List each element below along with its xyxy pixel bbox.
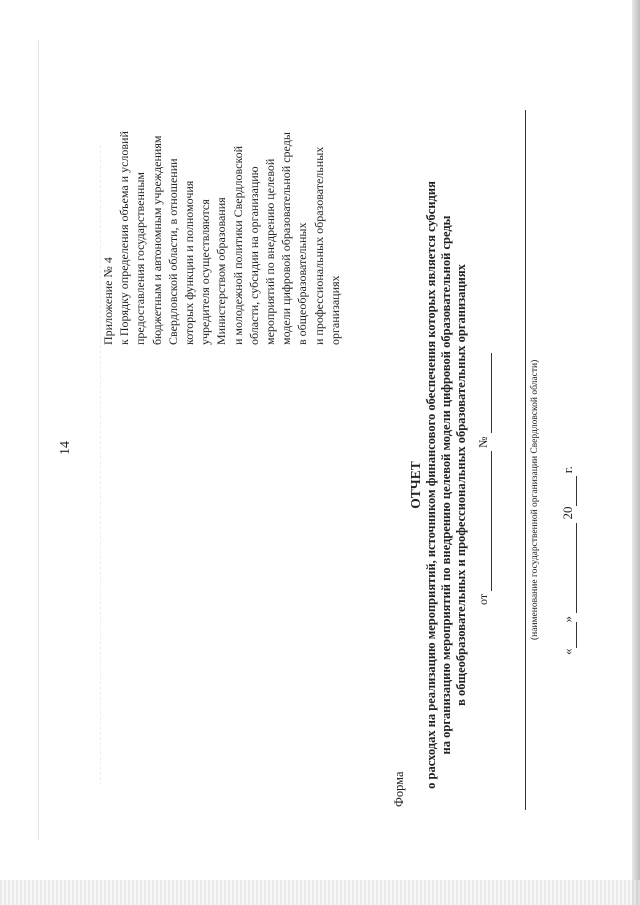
appendix-line: и профессиональных образовательных <box>311 146 326 345</box>
report-title <box>408 175 469 795</box>
number-blank[interactable] <box>476 353 492 433</box>
year-prefix: 20 <box>560 506 575 520</box>
appendix-line: бюджетным и автономным учреждениям <box>149 135 164 345</box>
appendix-line: учредителя осуществляются <box>198 199 213 345</box>
org-caption: (наименование государственной организации Свердловской области) <box>530 359 540 640</box>
org-name-line[interactable] <box>525 110 526 810</box>
report-title-line: в общеобразовательных и профессиональных образовательных организациях <box>454 264 468 706</box>
from-label: от <box>476 593 490 605</box>
appendix-line: организациях <box>327 275 342 345</box>
appendix-line: которых функции и полномочия <box>182 180 197 345</box>
appendix-line: Свердловской области, в отношении <box>165 158 180 345</box>
appendix-line: мероприятий по внедрению целевой <box>263 158 278 345</box>
appendix-line: в общеобразовательных <box>295 222 310 345</box>
number-label: № <box>476 436 490 448</box>
day-blank[interactable] <box>560 623 577 649</box>
report-heading: ОТЧЕТ <box>408 461 423 509</box>
date-row <box>560 466 577 655</box>
open-quote: « <box>560 648 575 655</box>
page-number: 14 <box>58 441 73 455</box>
report-title-line: на организацию мероприятий по внедрению целевой модели цифровой образовательной среды <box>439 215 453 755</box>
date-blank[interactable] <box>476 451 492 591</box>
appendix-line: Приложение № 4 <box>101 257 115 345</box>
appendix-line: модели цифровой образовательной среды <box>279 132 294 345</box>
close-quote: » <box>560 616 575 623</box>
from-row <box>476 353 492 605</box>
year-blank[interactable] <box>560 477 577 507</box>
report-title-line: о расходах на реализацию мероприятий, источником финансового обеспечения которых является субсидия <box>424 181 438 789</box>
month-blank[interactable] <box>560 523 577 613</box>
appendix-line: и молодежной политики Свердловской <box>230 145 245 345</box>
appendix-line: предоставления государственным <box>133 172 148 345</box>
form-label: Форма <box>392 771 406 807</box>
appendix-line: Министерством образования <box>214 197 229 345</box>
appendix-line: к Порядку определения объема и условий <box>117 131 132 345</box>
appendix-block <box>100 55 343 345</box>
appendix-line: области, субсидии на организацию <box>246 166 261 345</box>
year-suffix: г. <box>560 466 575 474</box>
